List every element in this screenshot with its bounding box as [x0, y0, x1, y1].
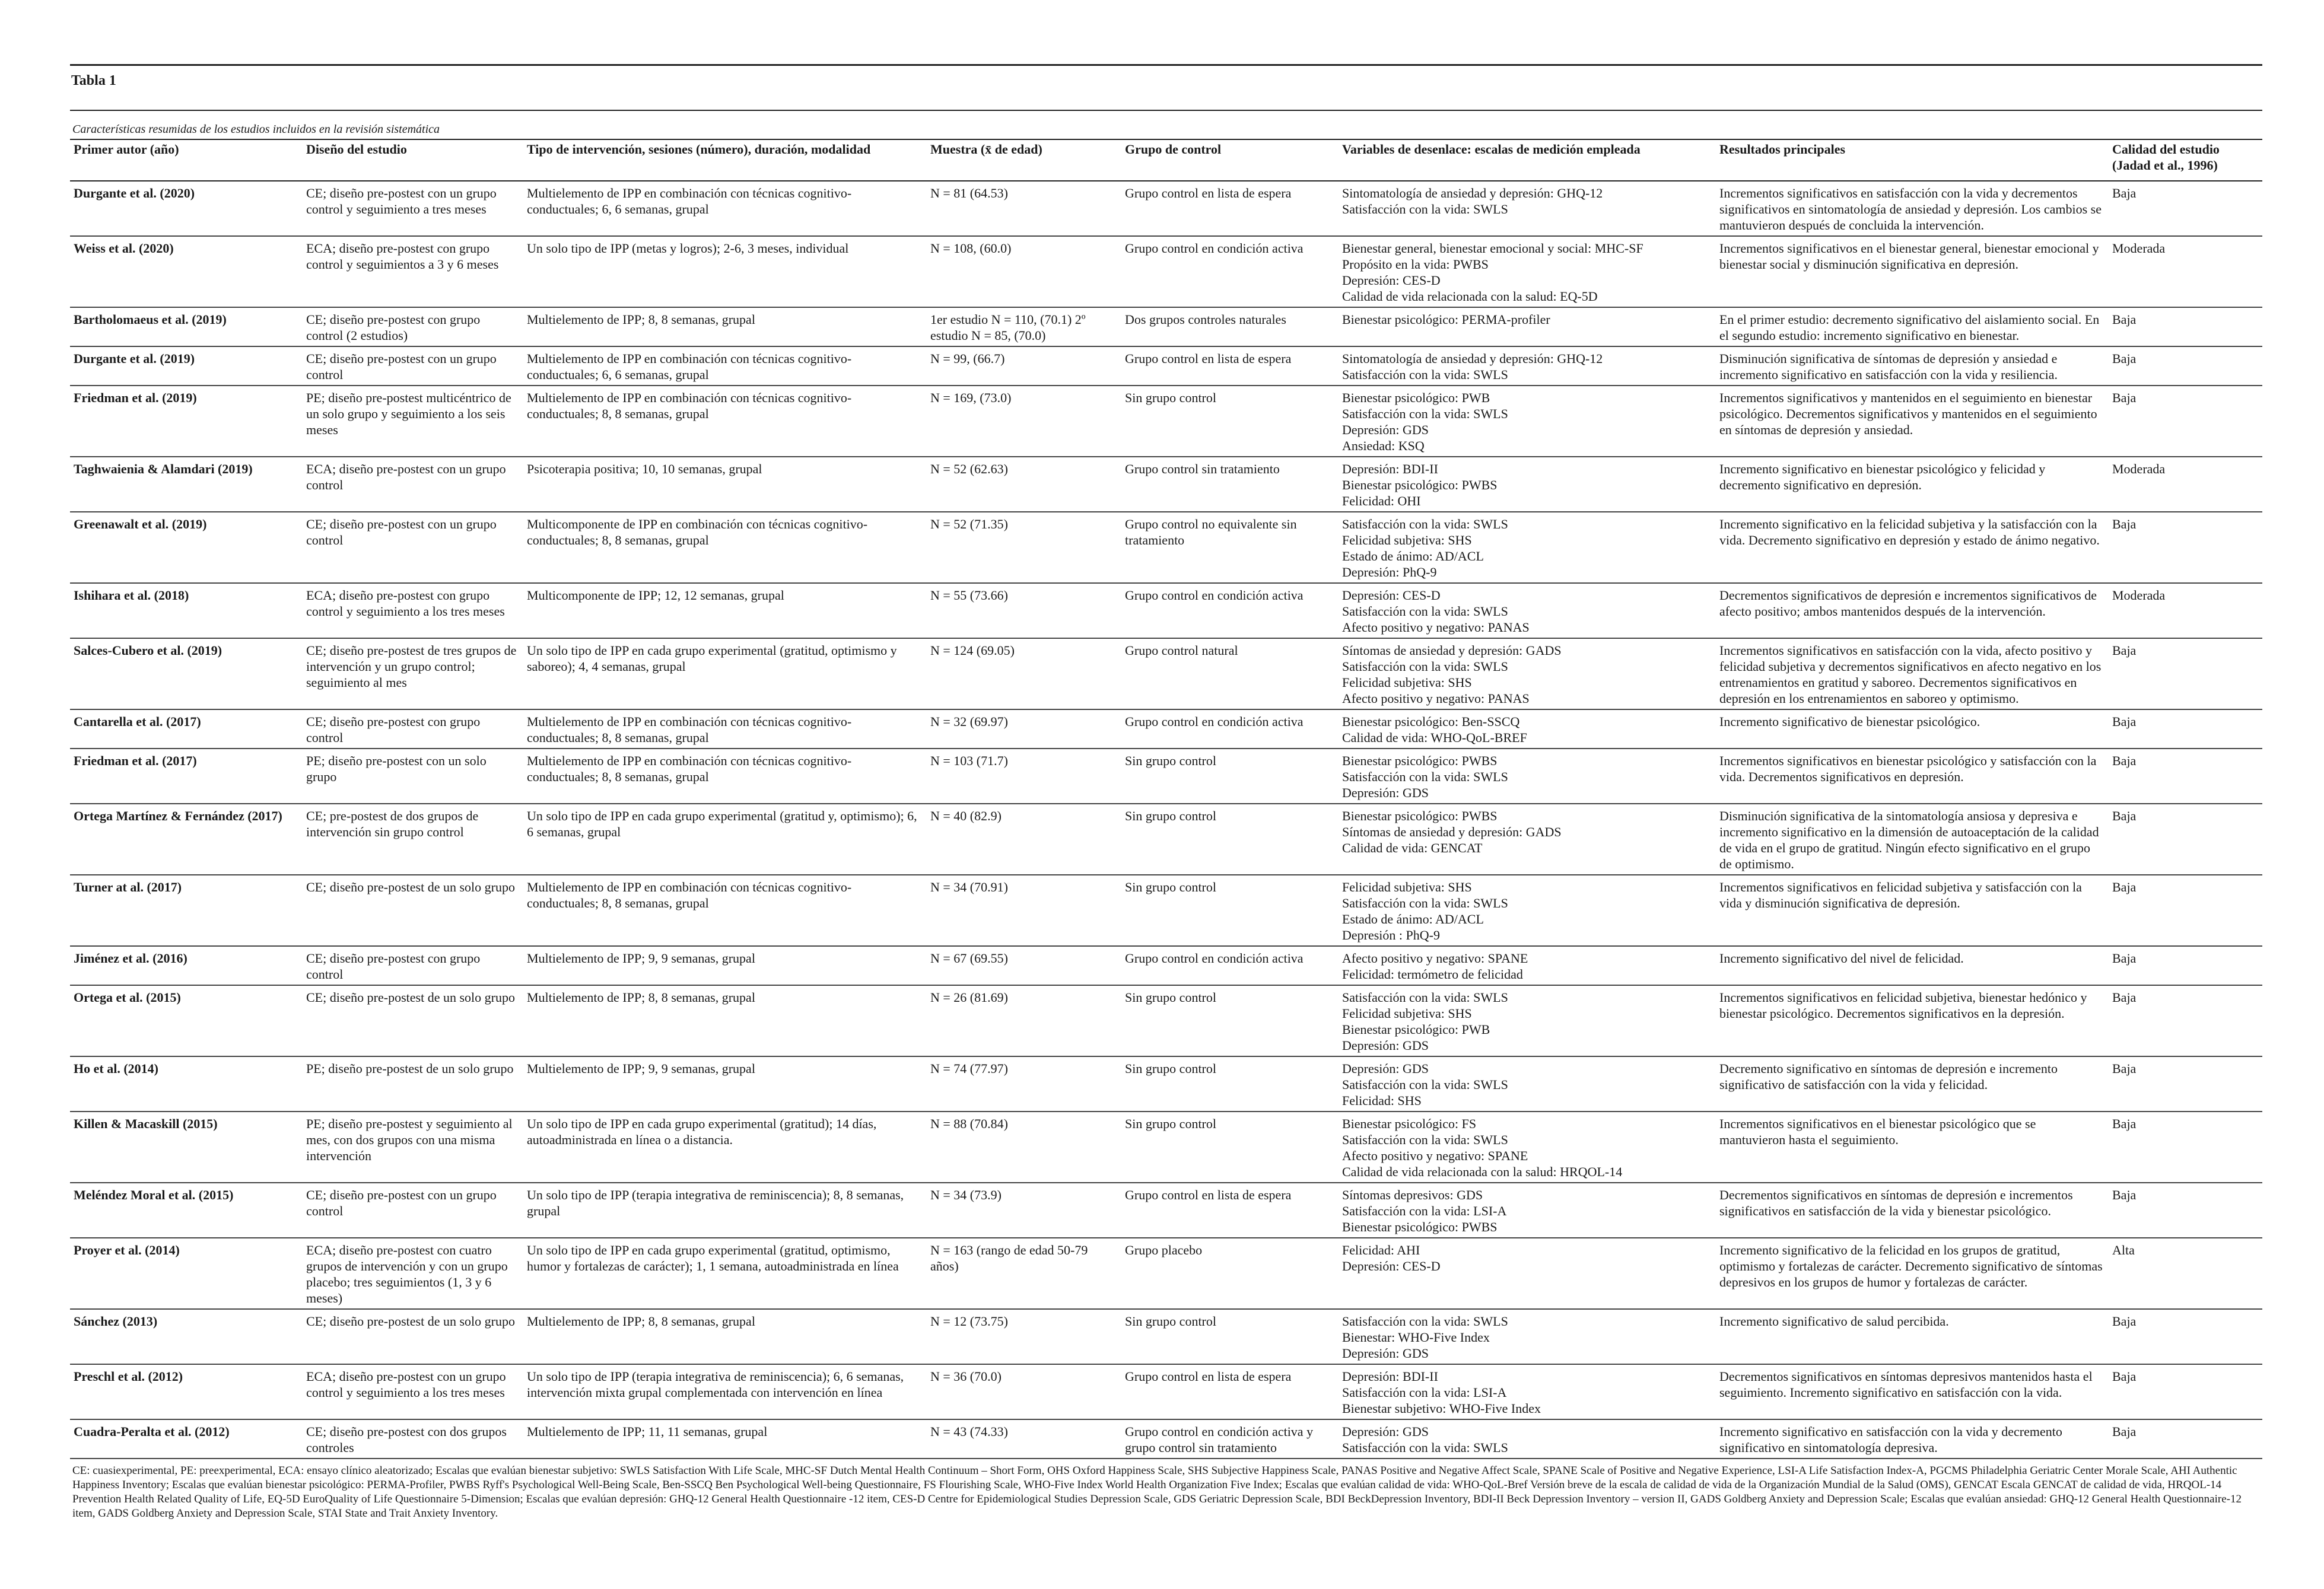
cell-control: Sin grupo control [1121, 749, 1339, 804]
cell-outcomes [1339, 1309, 1716, 1364]
cell-author: Preschl et al. (2012) [70, 1364, 303, 1419]
cell-sample: N = 67 (69.55) [927, 946, 1121, 985]
outcome-item: Bienestar psicológico: PWBS [1342, 808, 1498, 823]
cell-results: Incremento significativo en la felicidad subjetiva y la satisfacción con la vida. Decremento significativo en depresión y estado de ánimo negativo. [1716, 512, 2109, 583]
cell-quality: Baja [2109, 804, 2262, 875]
outcome-item: Afecto positivo y negativo: SPANE [1342, 951, 1528, 966]
cell-results: Incrementos significativos en felicidad subjetiva, bienestar hedónico y bienestar psicológico. Decrementos significativos en la depresión. [1716, 985, 2109, 1056]
outcome-item: Bienestar subjetivo: WHO-Five Index [1342, 1401, 1541, 1416]
cell-author: Ortega Martínez & Fernández (2017) [70, 804, 303, 875]
cell-author: Durgante et al. (2020) [70, 181, 303, 236]
cell-author: Bartholomaeus et al. (2019) [70, 307, 303, 346]
cell-author: Turner at al. (2017) [70, 875, 303, 946]
cell-sample: N = 55 (73.66) [927, 583, 1121, 638]
cell-sample: N = 36 (70.0) [927, 1364, 1121, 1419]
cell-intervention: Un solo tipo de IPP (terapia integrativa de reminiscencia); 8, 8 semanas, grupal [523, 1183, 927, 1238]
table-row [70, 1112, 2262, 1183]
cell-quality: Baja [2109, 386, 2262, 457]
outcome-item: Felicidad: SHS [1342, 1093, 1422, 1108]
table-row [70, 307, 2262, 346]
cell-design: ECA; diseño pre-postest con cuatro grupos de intervención y con un grupo placebo; tres seguimientos (1, 3 y 6 meses) [303, 1238, 523, 1309]
cell-quality: Baja [2109, 875, 2262, 946]
outcome-item: Bienestar general, bienestar emocional y social: MHC-SF [1342, 241, 1643, 256]
cell-outcomes [1339, 709, 1716, 749]
cell-intervention: Multielemento de IPP; 8, 8 semanas, grupal [523, 1309, 927, 1364]
cell-quality: Baja [2109, 346, 2262, 386]
cell-sample: N = 52 (71.35) [927, 512, 1121, 583]
cell-results: Incrementos significativos en felicidad subjetiva y satisfacción con la vida y disminución significativa de depresión. [1716, 875, 2109, 946]
table-row [70, 749, 2262, 804]
cell-sample: N = 108, (60.0) [927, 236, 1121, 307]
outcome-item: Satisfacción con la vida: LSI-A [1342, 1203, 1507, 1218]
outcome-item: Síntomas de ansiedad y depresión: GADS [1342, 824, 1562, 839]
title-rule [70, 110, 2262, 111]
table-row [70, 709, 2262, 749]
cell-outcomes [1339, 457, 1716, 512]
outcome-item: Afecto positivo y negativo: PANAS [1342, 620, 1530, 635]
cell-sample: N = 124 (69.05) [927, 638, 1121, 709]
cell-author: Cantarella et al. (2017) [70, 709, 303, 749]
outcome-item: Bienestar psicológico: PERMA-profiler [1342, 312, 1550, 327]
cell-control: Sin grupo control [1121, 386, 1339, 457]
cell-results: Incrementos significativos en bienestar psicológico y satisfacción con la vida. Decrementos significativos en depresión. [1716, 749, 2109, 804]
outcome-item: Depresión: BDI-II [1342, 1369, 1438, 1384]
cell-quality: Baja [2109, 946, 2262, 985]
cell-outcomes [1339, 181, 1716, 236]
cell-intervention: Multielemento de IPP; 9, 9 semanas, grupal [523, 1056, 927, 1112]
studies-table [70, 139, 2262, 1459]
cell-quality: Baja [2109, 985, 2262, 1056]
outcome-item: Bienestar psicológico: PWB [1342, 1022, 1490, 1037]
outcome-item: Bienestar psicológico: PWBS [1342, 477, 1498, 492]
cell-intervention: Un solo tipo de IPP en cada grupo experimental (gratitud y, optimismo); 6, 6 semanas, grupal [523, 804, 927, 875]
outcome-item: Sintomatología de ansiedad y depresión: GHQ-12 [1342, 351, 1603, 366]
outcome-item: Bienestar psicológico: PWBS [1342, 1219, 1498, 1234]
cell-control: Grupo control sin tratamiento [1121, 457, 1339, 512]
cell-results: Decrementos significativos en síntomas de depresión e incrementos significativos en satisfacción de la vida y bienestar psicológico. [1716, 1183, 2109, 1238]
header-author: Primer autor (año) [70, 139, 303, 181]
header-intervention: Tipo de intervención, sesiones (número), duración, modalidad [523, 139, 927, 181]
cell-control: Dos grupos controles naturales [1121, 307, 1339, 346]
outcome-item: Satisfacción con la vida: SWLS [1342, 1132, 1508, 1147]
header-results: Resultados principales [1716, 139, 2109, 181]
cell-sample: N = 169, (73.0) [927, 386, 1121, 457]
outcome-item: Felicidad subjetiva: SHS [1342, 675, 1472, 690]
table-row [70, 1419, 2262, 1459]
table-row [70, 512, 2262, 583]
cell-design: ECA; diseño pre-postest con grupo control y seguimiento a los tres meses [303, 583, 523, 638]
cell-outcomes [1339, 1056, 1716, 1112]
cell-design: CE; diseño pre-postest de un solo grupo [303, 875, 523, 946]
table-row [70, 1238, 2262, 1309]
outcome-item: Bienestar psicológico: PWB [1342, 390, 1490, 405]
table-row [70, 386, 2262, 457]
outcome-item: Calidad de vida: WHO-QoL-BREF [1342, 730, 1527, 745]
cell-intervention: Psicoterapia positiva; 10, 10 semanas, grupal [523, 457, 927, 512]
outcome-item: Satisfacción con la vida: SWLS [1342, 1314, 1508, 1329]
cell-author: Friedman et al. (2017) [70, 749, 303, 804]
outcome-item: Afecto positivo y negativo: PANAS [1342, 691, 1530, 706]
cell-sample: N = 103 (71.7) [927, 749, 1121, 804]
cell-intervention: Multielemento de IPP en combinación con técnicas cognitivo-conductuales; 6, 6 semanas, grupal [523, 181, 927, 236]
outcome-item: Bienestar psicológico: FS [1342, 1116, 1477, 1131]
table-caption: Características resumidas de los estudios incluidos en la revisión sistemática [72, 123, 440, 136]
cell-quality: Moderada [2109, 583, 2262, 638]
cell-sample: 1er estudio N = 110, (70.1) 2º estudio N = 85, (70.0) [927, 307, 1121, 346]
cell-sample: N = 52 (62.63) [927, 457, 1121, 512]
cell-control: Grupo control en lista de espera [1121, 181, 1339, 236]
cell-control: Grupo control en lista de espera [1121, 346, 1339, 386]
cell-outcomes [1339, 946, 1716, 985]
document-page [70, 64, 2262, 1521]
cell-outcomes [1339, 749, 1716, 804]
outcome-item: Estado de ánimo: AD/ACL [1342, 549, 1484, 563]
outcome-item: Depresión: GDS [1342, 785, 1429, 800]
cell-control: Sin grupo control [1121, 1112, 1339, 1183]
cell-outcomes [1339, 804, 1716, 875]
table-row [70, 236, 2262, 307]
cell-intervention: Multielemento de IPP; 8, 8 semanas, grupal [523, 307, 927, 346]
cell-author: Greenawalt et al. (2019) [70, 512, 303, 583]
table-row [70, 638, 2262, 709]
outcome-item: Satisfacción con la vida: SWLS [1342, 202, 1508, 216]
cell-design: CE; diseño pre-postest de un solo grupo [303, 985, 523, 1056]
cell-results: Incremento significativo en bienestar psicológico y felicidad y decremento significativo en depresión. [1716, 457, 2109, 512]
cell-outcomes [1339, 583, 1716, 638]
cell-design: CE; diseño pre-postest con un grupo control [303, 1183, 523, 1238]
cell-sample: N = 26 (81.69) [927, 985, 1121, 1056]
cell-results: Incrementos significativos en satisfacción con la vida, afecto positivo y felicidad subjetiva y decrementos significativos en afecto negativo en los entrenamientos en gratitud y saboreo. Decrementos significativos en depresión en los entrenamientos en saboreo y optimismo. [1716, 638, 2109, 709]
header-quality: Calidad del estudio (Jadad et al., 1996) [2109, 139, 2262, 181]
cell-intervention: Multielemento de IPP; 11, 11 semanas, grupal [523, 1419, 927, 1459]
cell-intervention: Multicomponente de IPP en combinación con técnicas cognitivo-conductuales; 8, 8 semanas, grupal [523, 512, 927, 583]
table-row [70, 946, 2262, 985]
cell-intervention: Multielemento de IPP en combinación con técnicas cognitivo-conductuales; 8, 8 semanas, grupal [523, 749, 927, 804]
table-row [70, 181, 2262, 236]
cell-design: CE; diseño pre-postest con un grupo control [303, 512, 523, 583]
outcome-item: Calidad de vida relacionada con la salud: EQ-5D [1342, 289, 1598, 304]
outcome-item: Depresión : PhQ-9 [1342, 928, 1440, 942]
table-row [70, 1309, 2262, 1364]
cell-intervention: Multicomponente de IPP; 12, 12 semanas, grupal [523, 583, 927, 638]
cell-results: Decrementos significativos en síntomas depresivos mantenidos hasta el seguimiento. Incremento significativo en satisfacción con la vida. [1716, 1364, 2109, 1419]
outcome-item: Felicidad: termómetro de felicidad [1342, 967, 1523, 982]
outcome-item: Calidad de vida: GENCAT [1342, 840, 1483, 855]
cell-author: Ishihara et al. (2018) [70, 583, 303, 638]
cell-outcomes [1339, 875, 1716, 946]
outcome-item: Síntomas depresivos: GDS [1342, 1187, 1483, 1202]
cell-sample: N = 99, (66.7) [927, 346, 1121, 386]
cell-sample: N = 34 (73.9) [927, 1183, 1121, 1238]
outcome-item: Satisfacción con la vida: SWLS [1342, 367, 1508, 382]
cell-quality: Alta [2109, 1238, 2262, 1309]
cell-control: Sin grupo control [1121, 1309, 1339, 1364]
cell-design: CE; diseño pre-postest con grupo control (2 estudios) [303, 307, 523, 346]
cell-control: Grupo control en condición activa [1121, 946, 1339, 985]
cell-quality: Baja [2109, 1364, 2262, 1419]
cell-quality: Baja [2109, 307, 2262, 346]
outcome-item: Satisfacción con la vida: SWLS [1342, 517, 1508, 531]
cell-quality: Baja [2109, 1419, 2262, 1459]
cell-author: Sánchez (2013) [70, 1309, 303, 1364]
cell-outcomes [1339, 1183, 1716, 1238]
outcome-item: Depresión: BDI-II [1342, 461, 1438, 476]
cell-results: Incremento significativo del nivel de felicidad. [1716, 946, 2109, 985]
table-row [70, 346, 2262, 386]
table-number: Tabla 1 [71, 73, 116, 88]
outcome-item: Satisfacción con la vida: SWLS [1342, 1077, 1508, 1092]
table-row [70, 1056, 2262, 1112]
cell-author: Killen & Macaskill (2015) [70, 1112, 303, 1183]
cell-author: Durgante et al. (2019) [70, 346, 303, 386]
cell-outcomes [1339, 307, 1716, 346]
cell-sample: N = 74 (77.97) [927, 1056, 1121, 1112]
outcome-item: Satisfacción con la vida: SWLS [1342, 990, 1508, 1005]
table-row [70, 985, 2262, 1056]
cell-intervention: Multielemento de IPP en combinación con técnicas cognitivo-conductuales; 8, 8 semanas, grupal [523, 709, 927, 749]
outcome-item: Depresión: GDS [1342, 1424, 1429, 1439]
cell-quality: Baja [2109, 1112, 2262, 1183]
top-rule [70, 64, 2262, 66]
cell-outcomes [1339, 1238, 1716, 1309]
cell-sample: N = 163 (rango de edad 50-79 años) [927, 1238, 1121, 1309]
cell-intervention: Un solo tipo de IPP en cada grupo experimental (gratitud, optimismo, humor y fortalezas de carácter); 1, 1 semana, autoadministrada en línea [523, 1238, 927, 1309]
cell-control: Sin grupo control [1121, 985, 1339, 1056]
cell-design: ECA; diseño pre-postest con un grupo control y seguimiento a los tres meses [303, 1364, 523, 1419]
outcome-item: Bienestar psicológico: PWBS [1342, 753, 1498, 768]
cell-author: Ho et al. (2014) [70, 1056, 303, 1112]
cell-outcomes [1339, 1419, 1716, 1459]
cell-design: ECA; diseño pre-postest con grupo control y seguimientos a 3 y 6 meses [303, 236, 523, 307]
cell-quality: Baja [2109, 512, 2262, 583]
cell-intervention: Multielemento de IPP en combinación con técnicas cognitivo-conductuales; 6, 6 semanas, grupal [523, 346, 927, 386]
cell-quality: Moderada [2109, 457, 2262, 512]
cell-author: Jiménez et al. (2016) [70, 946, 303, 985]
outcome-item: Felicidad: AHI [1342, 1243, 1420, 1257]
outcome-item: Bienestar: WHO-Five Index [1342, 1330, 1490, 1345]
outcome-item: Depresión: CES-D [1342, 273, 1441, 288]
cell-control: Grupo control en lista de espera [1121, 1364, 1339, 1419]
cell-outcomes [1339, 386, 1716, 457]
cell-quality: Baja [2109, 638, 2262, 709]
cell-results: Incremento significativo en satisfacción con la vida y decremento significativo en sintomatología depresiva. [1716, 1419, 2109, 1459]
cell-author: Salces-Cubero et al. (2019) [70, 638, 303, 709]
outcome-item: Felicidad subjetiva: SHS [1342, 880, 1472, 894]
cell-results: Incrementos significativos en el bienestar psicológico que se mantuvieron hasta el seguimiento. [1716, 1112, 2109, 1183]
cell-control: Grupo control natural [1121, 638, 1339, 709]
cell-results: Incrementos significativos en el bienestar general, bienestar emocional y bienestar social y disminución significativa en depresión. [1716, 236, 2109, 307]
cell-intervention: Un solo tipo de IPP (terapia integrativa de reminiscencia); 6, 6 semanas, intervención mixta grupal complementada con intervención en línea [523, 1364, 927, 1419]
cell-control: Grupo control en condición activa y grupo control sin tratamiento [1121, 1419, 1339, 1459]
cell-intervention: Un solo tipo de IPP (metas y logros); 2-6, 3 meses, individual [523, 236, 927, 307]
cell-quality: Baja [2109, 709, 2262, 749]
cell-sample: N = 81 (64.53) [927, 181, 1121, 236]
outcome-item: Depresión: GDS [1342, 1346, 1429, 1361]
cell-control: Grupo control no equivalente sin tratamiento [1121, 512, 1339, 583]
outcome-item: Propósito en la vida: PWBS [1342, 257, 1489, 272]
cell-outcomes [1339, 1112, 1716, 1183]
cell-results: Incremento significativo de la felicidad en los grupos de gratitud, optimismo y fortalezas de carácter. Decremento significativo de síntomas depresivos en los grupos de humor y fortalezas de carácter. [1716, 1238, 2109, 1309]
outcome-item: Calidad de vida relacionada con la salud: HRQOL-14 [1342, 1164, 1623, 1179]
cell-results: Decrementos significativos de depresión e incrementos significativos de afecto positivo; ambos mantenidos después de la intervención. [1716, 583, 2109, 638]
outcome-item: Depresión: GDS [1342, 1061, 1429, 1076]
cell-quality: Baja [2109, 181, 2262, 236]
cell-control: Grupo control en lista de espera [1121, 1183, 1339, 1238]
cell-design: CE; diseño pre-postest con grupo control [303, 946, 523, 985]
header-design: Diseño del estudio [303, 139, 523, 181]
cell-sample: N = 43 (74.33) [927, 1419, 1121, 1459]
cell-author: Taghwaienia & Alamdari (2019) [70, 457, 303, 512]
cell-sample: N = 88 (70.84) [927, 1112, 1121, 1183]
cell-intervention: Multielemento de IPP en combinación con técnicas cognitivo-conductuales; 8, 8 semanas, grupal [523, 875, 927, 946]
cell-sample: N = 32 (69.97) [927, 709, 1121, 749]
outcome-item: Satisfacción con la vida: SWLS [1342, 659, 1508, 674]
cell-design: CE; pre-postest de dos grupos de intervención sin grupo control [303, 804, 523, 875]
cell-sample: N = 40 (82.9) [927, 804, 1121, 875]
outcome-item: Estado de ánimo: AD/ACL [1342, 912, 1484, 926]
cell-design: PE; diseño pre-postest y seguimiento al mes, con dos grupos con una misma intervención [303, 1112, 523, 1183]
outcome-item: Satisfacción con la vida: SWLS [1342, 1440, 1508, 1455]
cell-design: ECA; diseño pre-postest con un grupo control [303, 457, 523, 512]
cell-design: CE; diseño pre-postest de tres grupos de intervención y un grupo control; seguimiento al mes [303, 638, 523, 709]
outcome-item: Satisfacción con la vida: SWLS [1342, 896, 1508, 910]
cell-control: Grupo control en condición activa [1121, 709, 1339, 749]
table-row [70, 583, 2262, 638]
table-row [70, 804, 2262, 875]
cell-outcomes [1339, 512, 1716, 583]
table-body [70, 181, 2262, 1459]
cell-author: Proyer et al. (2014) [70, 1238, 303, 1309]
outcome-item: Satisfacción con la vida: SWLS [1342, 406, 1508, 421]
cell-author: Friedman et al. (2019) [70, 386, 303, 457]
cell-control: Sin grupo control [1121, 875, 1339, 946]
outcome-item: Síntomas de ansiedad y depresión: GADS [1342, 643, 1562, 658]
cell-intervention: Un solo tipo de IPP en cada grupo experimental (gratitud, optimismo y saboreo); 4, 4 semanas, grupal [523, 638, 927, 709]
outcome-item: Depresión: CES-D [1342, 588, 1441, 603]
cell-author: Cuadra-Peralta et al. (2012) [70, 1419, 303, 1459]
cell-quality: Baja [2109, 1309, 2262, 1364]
outcome-item: Felicidad subjetiva: SHS [1342, 1006, 1472, 1021]
cell-results: Incremento significativo de bienestar psicológico. [1716, 709, 2109, 749]
table-row [70, 1364, 2262, 1419]
header-sample: Muestra (x̄ de edad) [927, 139, 1121, 181]
cell-design: CE; diseño pre-postest con grupo control [303, 709, 523, 749]
cell-results: Incremento significativo de salud percibida. [1716, 1309, 2109, 1364]
cell-author: Weiss et al. (2020) [70, 236, 303, 307]
outcome-item: Felicidad subjetiva: SHS [1342, 533, 1472, 547]
cell-intervention: Un solo tipo de IPP en cada grupo experimental (gratitud); 14 días, autoadministrada en línea o a distancia. [523, 1112, 927, 1183]
cell-sample: N = 12 (73.75) [927, 1309, 1121, 1364]
cell-control: Grupo control en condición activa [1121, 583, 1339, 638]
cell-control: Sin grupo control [1121, 804, 1339, 875]
cell-results: Incrementos significativos y mantenidos en el seguimiento en bienestar psicológico. Decrementos significativos y mantenidos en el seguimiento en síntomas de depresión y ansiedad. [1716, 386, 2109, 457]
cell-control: Sin grupo control [1121, 1056, 1339, 1112]
table-row [70, 1183, 2262, 1238]
header-control: Grupo de control [1121, 139, 1339, 181]
outcome-item: Sintomatología de ansiedad y depresión: GHQ-12 [1342, 186, 1603, 200]
cell-design: CE; diseño pre-postest de un solo grupo [303, 1309, 523, 1364]
cell-results: En el primer estudio: decremento significativo del aislamiento social. En el segundo estudio: incremento significativo en bienestar. [1716, 307, 2109, 346]
outcome-item: Felicidad: OHI [1342, 493, 1421, 508]
cell-control: Grupo control en condición activa [1121, 236, 1339, 307]
outcome-item: Satisfacción con la vida: SWLS [1342, 769, 1508, 784]
cell-outcomes [1339, 236, 1716, 307]
cell-outcomes [1339, 346, 1716, 386]
cell-sample: N = 34 (70.91) [927, 875, 1121, 946]
header-row [70, 139, 2262, 181]
outcome-item: Satisfacción con la vida: LSI-A [1342, 1385, 1507, 1400]
cell-outcomes [1339, 638, 1716, 709]
header-outcomes: Variables de desenlace: escalas de medición empleada [1339, 139, 1716, 181]
cell-quality: Baja [2109, 1056, 2262, 1112]
cell-design: CE; diseño pre-postest con un grupo control y seguimiento a tres meses [303, 181, 523, 236]
cell-author: Ortega et al. (2015) [70, 985, 303, 1056]
table-row [70, 875, 2262, 946]
outcome-item: Satisfacción con la vida: SWLS [1342, 604, 1508, 619]
cell-design: CE; diseño pre-postest con un grupo control [303, 346, 523, 386]
cell-outcomes [1339, 1364, 1716, 1419]
outcome-item: Bienestar psicológico: Ben-SSCQ [1342, 714, 1520, 729]
cell-results: Disminución significativa de la sintomatología ansiosa y depresiva e incremento significativo en la dimensión de autoaceptación de la calidad de vida en el grupo de gratitud. Ningún efecto significativo en el grupo de optimismo. [1716, 804, 2109, 875]
cell-results: Incrementos significativos en satisfacción con la vida y decrementos significativos en sintomatología de ansiedad y depresión. Los cambios se mantuvieron después de concluida la intervención. [1716, 181, 2109, 236]
outcome-item: Depresión: GDS [1342, 422, 1429, 437]
outcome-item: Afecto positivo y negativo: SPANE [1342, 1148, 1528, 1163]
cell-quality: Baja [2109, 1183, 2262, 1238]
cell-quality: Baja [2109, 749, 2262, 804]
table-row [70, 457, 2262, 512]
cell-results: Decremento significativo en síntomas de depresión e incremento significativo de satisfacción con la vida y felicidad. [1716, 1056, 2109, 1112]
cell-design: PE; diseño pre-postest con un solo grupo [303, 749, 523, 804]
outcome-item: Ansiedad: KSQ [1342, 438, 1425, 453]
outcome-item: Depresión: PhQ-9 [1342, 565, 1437, 579]
cell-design: CE; diseño pre-postest con dos grupos controles [303, 1419, 523, 1459]
outcome-item: Depresión: GDS [1342, 1038, 1429, 1053]
cell-quality: Moderada [2109, 236, 2262, 307]
cell-intervention: Multielemento de IPP en combinación con técnicas cognitivo-conductuales; 8, 8 semanas, grupal [523, 386, 927, 457]
cell-results: Disminución significativa de síntomas de depresión y ansiedad e incremento significativo en satisfacción con la vida y resiliencia. [1716, 346, 2109, 386]
cell-design: PE; diseño pre-postest multicéntrico de un solo grupo y seguimiento a los seis meses [303, 386, 523, 457]
outcome-item: Depresión: CES-D [1342, 1259, 1441, 1273]
cell-intervention: Multielemento de IPP; 9, 9 semanas, grupal [523, 946, 927, 985]
cell-control: Grupo placebo [1121, 1238, 1339, 1309]
cell-author: Meléndez Moral et al. (2015) [70, 1183, 303, 1238]
cell-intervention: Multielemento de IPP; 8, 8 semanas, grupal [523, 985, 927, 1056]
cell-design: PE; diseño pre-postest de un solo grupo [303, 1056, 523, 1112]
cell-outcomes [1339, 985, 1716, 1056]
table-notes: CE: cuasiexperimental, PE: preexperimental, ECA: ensayo clínico aleatorizado; Escalas que evalúan bienestar subjetivo: SWLS Satisfaction With Life Scale, MHC-SF Dutch Mental Health Continuum – Short Form, OHS Oxford Happiness Scale, SHS Subjective Happiness Scale, PANAS Positive and Negative Affect Scale, SPANE Scale of Positive and Negative Experience, LSI-A Life Satisfaction Index-A, PGCMS Philadelphia Geriatric Center Morale Scale, AHI Authentic Happiness Inventory; Escalas que evalúan bienestar psicológico: PERMA-Profiler, PWBS Ryff's Psychological Well-Being Scale, Ben-SSCQ Ben Psychological Well-being Questionnaire, FS Flourishing Scale, WHO-Five Index World Health Organization Five Index; Escalas que evalúan calidad de vida: WHO-QoL-Bref Versión breve de la escala de calidad de vida de la Organización Mundial de la Salud (OMS), GENCAT Escala GENCAT de calidad de vida, HRQOL-14 Prevention Health Related Quality of Life, EQ-5D EuroQuality of Life Questionnaire 5-Dimension; Escalas que evalúan depresión: GHQ-12 General Health Questionnaire -12 item, CES-D Centre for Epidemiological Studies Depression Scale, GDS Geriatric Depression Scale, BDI BeckDepression Inventory, BDI-II Beck Depression Inventory – version II, GADS Goldberg Anxiety and Depression Scale; Escalas que evalúan ansiedad: GHQ-12 General Health Questionnaire-12 item, GADS Goldberg Anxiety and Depression Scale, STAI State and Trait Anxiety Inventory. [72, 1464, 2242, 1520]
